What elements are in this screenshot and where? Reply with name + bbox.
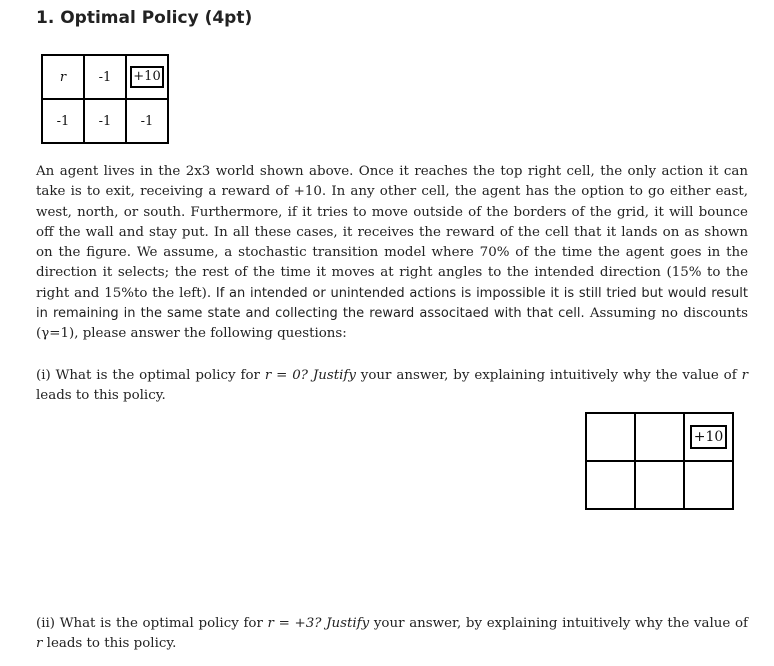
cell-value: -1	[140, 113, 154, 129]
description-text-end: Assuming no discounts (γ=1), please answer the following questions:	[36, 306, 748, 342]
question-var: r	[741, 368, 748, 383]
answer-cell[interactable]	[636, 414, 683, 460]
justify-emphasis: Justify	[307, 368, 356, 383]
reward-grid	[41, 54, 169, 144]
grid-cell	[85, 56, 125, 98]
cell-value: r	[59, 69, 67, 85]
question-ii	[36, 614, 748, 655]
exit-cell-value: +10	[690, 425, 728, 449]
grid-cell	[127, 100, 167, 142]
grid-cell	[43, 56, 83, 98]
answer-cell-exit[interactable]	[685, 414, 732, 460]
question-i	[36, 366, 748, 407]
question-text: your answer, by explaining intuitively why the value of	[369, 616, 748, 631]
question-math: r = 0?	[264, 368, 308, 383]
answer-grid[interactable]	[585, 412, 734, 510]
question-text: your answer, by explaining intuitively why the value of	[355, 368, 742, 383]
justify-emphasis: Justify	[321, 616, 370, 631]
question-text: leads to this policy.	[36, 388, 166, 404]
grid-cell	[127, 56, 167, 98]
exit-cell-value: +10	[130, 66, 163, 88]
cell-value: -1	[56, 113, 70, 129]
answer-cell[interactable]	[587, 414, 634, 460]
question-text: (ii) What is the optimal policy for	[36, 616, 268, 631]
question-text: leads to this policy.	[42, 636, 177, 652]
description-text: An agent lives in the 2x3 world shown above. Once it reaches the top right cell, the only action it can take is to exit, receiving a reward of +10. In any other cell, the agent has the option to go either east, west, north, or south. Furthermore, if it tries to move outside of the borders of the grid, it will bounce off the wall and stay put. In all these cases, it receives the reward of the cell that it lands on as shown on the figure. We assume, a stochastic transition model where 70% of the time the agent goes in the direction it selects; the rest of the time it moves at right angles to the intended direction (15% to the right and 15%to the left).	[36, 164, 748, 301]
question-heading: 1. Optimal Policy (4pt)	[36, 8, 253, 28]
description-text-sans: If an intended or unintended actions is impossible it is still tried but would result in remaining in the same state and collecting the reward associtaed with that cell.	[36, 285, 748, 322]
question-text: (i) What is the optimal policy for	[36, 368, 265, 383]
question-var: r	[36, 636, 43, 652]
problem-description	[36, 162, 748, 345]
answer-cell[interactable]	[636, 462, 683, 508]
grid-cell	[43, 100, 83, 142]
grid-cell	[85, 100, 125, 142]
answer-cell[interactable]	[587, 462, 634, 508]
question-math: r = +3?	[267, 616, 322, 631]
answer-cell[interactable]	[685, 462, 732, 508]
cell-value: -1	[98, 113, 112, 129]
cell-value: -1	[98, 69, 112, 85]
